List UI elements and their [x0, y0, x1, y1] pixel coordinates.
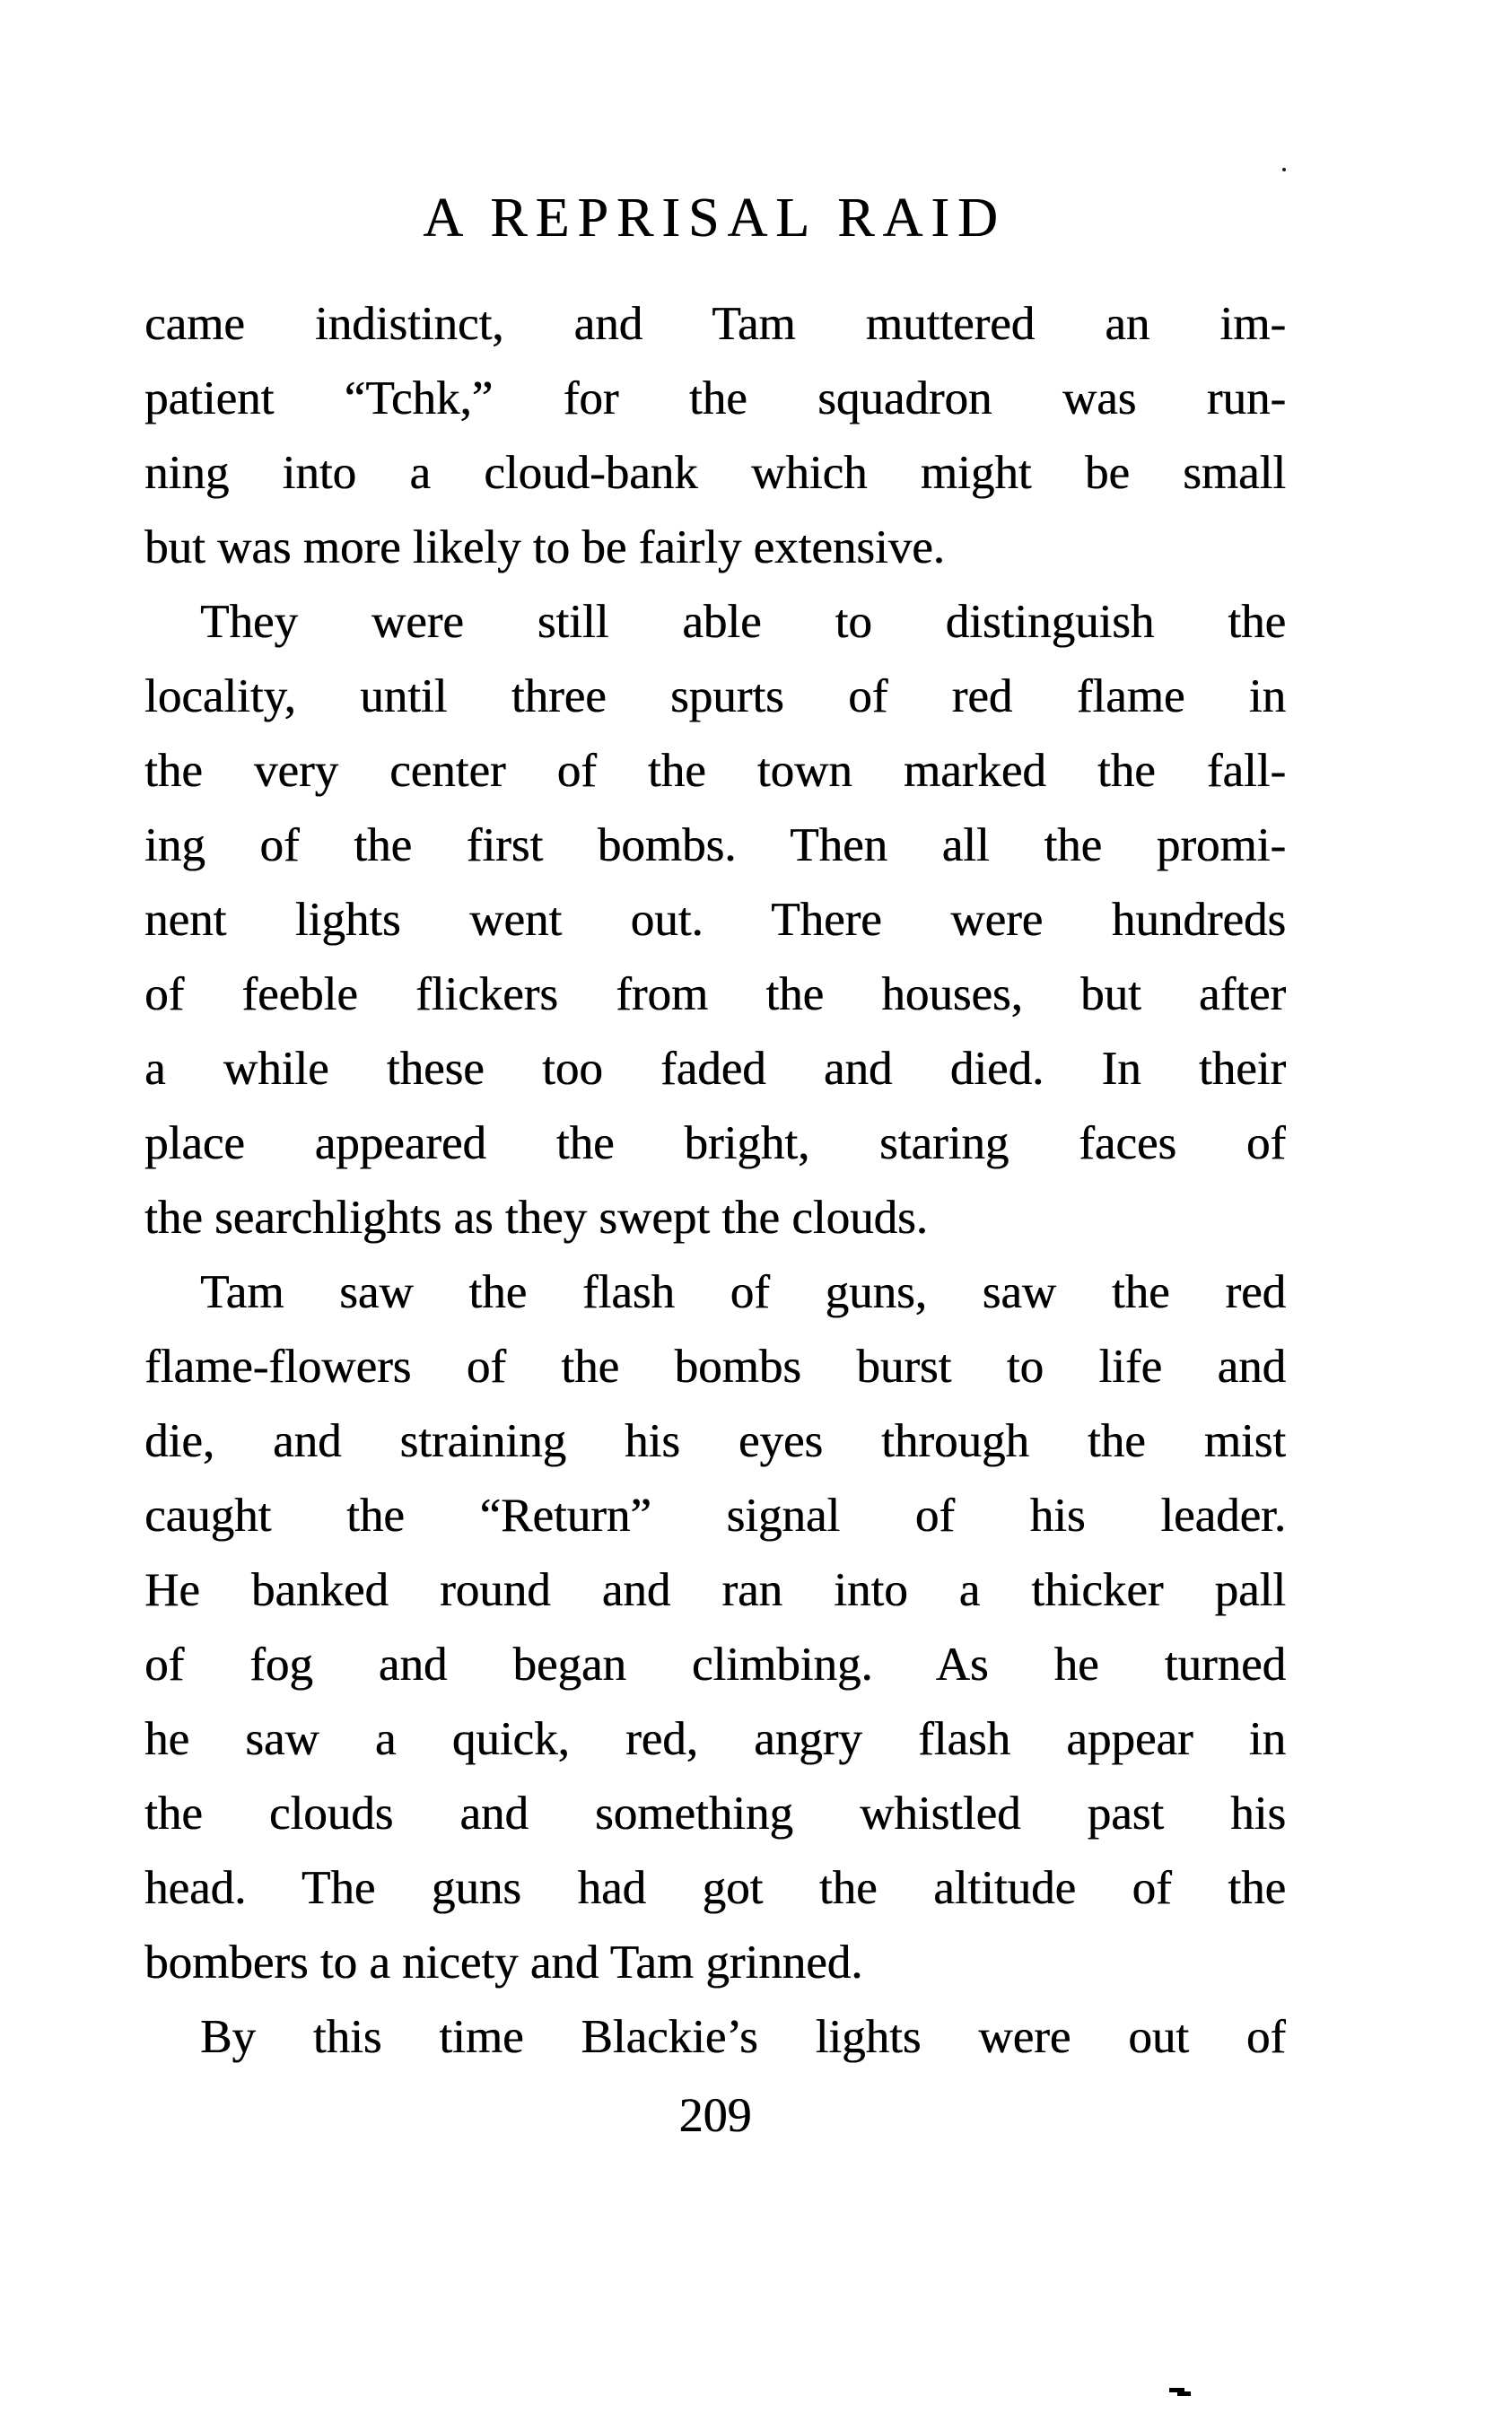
ink-speck	[1177, 2391, 1191, 2396]
ink-speck	[1282, 168, 1286, 171]
text-line: came indistinct, and Tam muttered an im-	[144, 298, 1286, 350]
text-line: He banked round and ran into a thicker pall	[144, 1564, 1286, 1616]
text-line: head. The guns had got the altitude of the	[144, 1862, 1286, 1914]
text-line: patient “Tchk,” for the squadron was run-	[144, 372, 1286, 424]
text-line: By this time Blackie’s lights were out of	[200, 2011, 1286, 2063]
text-line: the very center of the town marked the fall-	[144, 745, 1286, 797]
text-line: he saw a quick, red, angry flash appear in	[144, 1713, 1286, 1765]
page-number: 209	[678, 2088, 752, 2142]
text-line: but was more likely to be fairly extensive.	[144, 521, 945, 573]
text-line: locality, until three spurts of red flame in	[144, 670, 1286, 722]
text-line: flame-flowers of the bombs burst to life and	[144, 1341, 1286, 1393]
text-line: bombers to a nicety and Tam grinned.	[144, 1937, 863, 1989]
text-line: of fog and began climbing. As he turned	[144, 1639, 1286, 1691]
text-line: of feeble flickers from the houses, but after	[144, 968, 1286, 1020]
text-line: caught the “Return” signal of his leader.	[144, 1490, 1286, 1542]
text-line: They were still able to distinguish the	[200, 596, 1286, 648]
text-line: ing of the first bombs. Then all the promi-	[144, 819, 1286, 871]
text-line: a while these too faded and died. In their	[144, 1043, 1286, 1095]
text-line: place appeared the bright, staring faces of	[144, 1117, 1286, 1169]
text-line: Tam saw the flash of guns, saw the red	[200, 1266, 1286, 1318]
text-line: the clouds and something whistled past his	[144, 1788, 1286, 1840]
text-line: die, and straining his eyes through the mist	[144, 1415, 1286, 1467]
text-line: the searchlights as they swept the clouds.	[144, 1192, 928, 1244]
text-line: ning into a cloud-bank which might be small	[144, 447, 1286, 499]
page-text	[144, 287, 1286, 2075]
text-line: nent lights went out. There were hundreds	[144, 894, 1286, 946]
chapter-header: A REPRISAL RAID	[423, 188, 1006, 249]
